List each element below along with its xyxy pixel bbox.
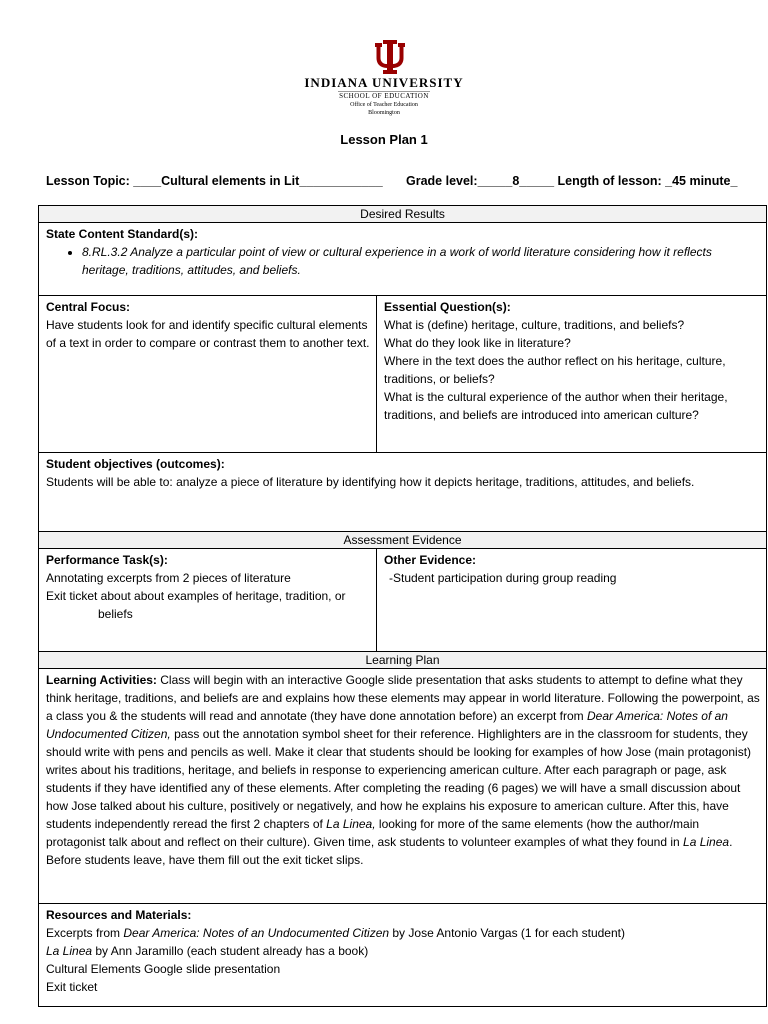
resource-book-title: La Linea	[46, 944, 93, 958]
essential-question: What is (define) heritage, culture, traditions, and beliefs?	[384, 318, 685, 332]
essential-questions-cell	[377, 296, 767, 453]
performance-task-continued: beliefs	[98, 607, 133, 621]
desired-results-header: Desired Results	[39, 206, 767, 223]
lesson-topic: Lesson Topic: ____Cultural elements in Lit____________	[46, 174, 383, 188]
learning-plan-header: Learning Plan	[39, 652, 767, 669]
performance-task: Annotating excerpts from 2 pieces of literature	[46, 571, 291, 585]
office-name: Office of Teacher Education	[350, 102, 418, 108]
lesson-plan-table	[38, 205, 767, 1007]
resource-item: by Jose Antonio Vargas (1 for each student)	[389, 926, 625, 940]
essential-question: What is the cultural experience of the author when their heritage, traditions, and beliefs are introduced into american culture?	[384, 390, 728, 422]
other-evidence-text: -Student participation during group reading	[389, 571, 617, 585]
performance-tasks-label: Performance Task(s):	[46, 553, 168, 567]
student-objectives-cell	[39, 453, 767, 532]
activities-book-title: Dear America: Notes of an Undocumented Citizen,	[46, 709, 728, 741]
learning-activities-cell	[39, 669, 767, 904]
page-title: Lesson Plan 1	[340, 132, 428, 147]
standard-item: • 8.RL.3.2 Analyze a particular point of view or cultural experience in a work of world literature considering how it reflects heritage, traditions, attitudes, and beliefs.	[82, 243, 760, 279]
resource-item: Exit ticket	[46, 980, 98, 994]
activities-text-4: . Before students leave, have them fill out the exit ticket slips.	[46, 835, 733, 867]
performance-tasks-cell	[39, 549, 377, 652]
student-objectives-label: Student objectives (outcomes):	[46, 457, 225, 471]
other-evidence-label: Other Evidence:	[384, 553, 477, 567]
performance-task: Exit ticket about about examples of heritage, tradition, or	[46, 589, 346, 603]
other-evidence-cell	[377, 549, 767, 652]
central-focus-text: Have students look for and identify specific cultural elements of a text in order to compare or contrast them to another text.	[46, 318, 370, 350]
university-name: INDIANA UNIVERSITY	[304, 75, 464, 90]
activities-text-2: pass out the annotation symbol sheet for their reference. Highlighters are in the classroom for students, they should write with pens and pencils as well. Make it clear that students should be looking for examples of how Jose (main protagonist) writes about his traditions, heritage, and beliefs in response to experiencing american culture. After each paragraph or page, ask students if they have identified any of these elements. After completing the reading (6 pages) we will have a small discussion about how Jose talked about his culture, positively or negatively, and how he explains his exposure to american culture. After this, have students independently reread the first 2 chapters of	[46, 727, 752, 831]
resource-book-title: Dear America: Notes of an Undocumented Citizen	[123, 926, 390, 940]
school-name: SCHOOL OF EDUCATION	[339, 92, 429, 100]
resources-label: Resources and Materials:	[46, 908, 192, 922]
essential-question: Where in the text does the author reflect on his heritage, culture, traditions, or beliefs?	[384, 354, 726, 386]
activities-book-title: La Linea,	[326, 817, 376, 831]
activities-text-3: looking for more of the same elements (how the author/main protagonist talk about and reflect on their culture). Given time, ask students to volunteer examples of what they found in	[46, 817, 700, 849]
central-focus-label: Central Focus:	[46, 300, 131, 314]
essential-question: What do they look like in literature?	[384, 336, 571, 350]
iu-trident-logo	[370, 40, 410, 74]
resource-item: Excerpts from	[46, 926, 124, 940]
activities-book-title: La Linea	[683, 835, 730, 849]
grade-and-length: Grade level:_____8_____ Length of lesson: _45 minute_	[406, 174, 738, 188]
activities-text-1: Class will begin with an interactive Google slide presentation that asks students to attempt to define what they think heritage, traditions, and beliefs are and explains how these elements may appear in world literature. Following the powerpoint, as a class you & the students will read and annotate (they have done annotation before) an excerpt from	[46, 673, 760, 723]
resource-item: by Ann Jaramillo (each student already has a book)	[92, 944, 369, 958]
essential-questions-label: Essential Question(s):	[384, 300, 511, 314]
learning-activities-label: Learning Activities:	[46, 673, 157, 687]
state-standards-label: State Content Standard(s):	[46, 227, 199, 241]
campus-name: Bloomington	[368, 110, 400, 116]
assessment-evidence-header: Assessment Evidence	[39, 532, 767, 549]
resource-item: Cultural Elements Google slide presentation	[46, 962, 281, 976]
central-focus-cell	[39, 296, 377, 453]
state-standards-cell	[39, 223, 767, 296]
resources-cell	[39, 904, 767, 1007]
student-objectives-text: Students will be able to: analyze a piece of literature by identifying how it depicts heritage, traditions, attitudes, and beliefs.	[46, 475, 695, 489]
